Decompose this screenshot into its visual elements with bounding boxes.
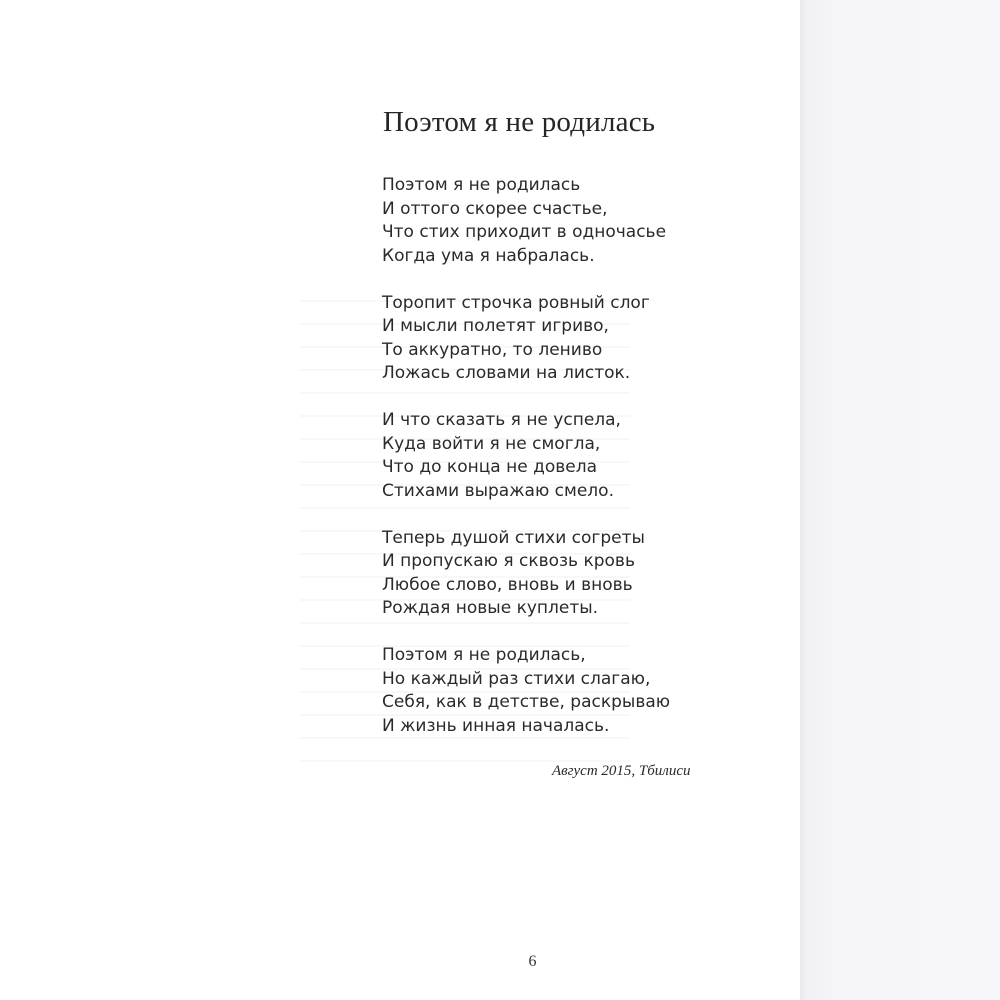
poem-line: Стихами выражаю смело.	[382, 480, 614, 501]
poem-line: Теперь душой стихи согреты	[382, 527, 645, 548]
date-place-signature: Август 2015, Тбилиси	[552, 763, 691, 779]
poem-line: И пропускаю я сквозь кровь	[382, 551, 635, 571]
stanza	[382, 409, 712, 503]
poem-line: Куда войти я не смогла,	[382, 433, 601, 454]
stanza	[382, 644, 712, 738]
poem-title: Поэтом я не родилась	[383, 106, 656, 138]
poem-line: Поэтом я не родилась,	[382, 645, 586, 665]
stanza	[382, 292, 712, 386]
poem-line: Что стих приходит в одночасье	[382, 222, 667, 242]
poem-line: И что сказать я не успела,	[382, 410, 621, 430]
page-gutter	[800, 0, 1000, 1000]
poem-line: Торопит строчка ровный слог	[382, 292, 650, 313]
stanza	[382, 174, 712, 268]
poem-line: Но каждый раз стихи слагаю,	[382, 668, 651, 689]
poem-line: И мысли полетят игриво,	[382, 316, 609, 336]
poem-line: То аккуратно, то лениво	[382, 339, 603, 360]
poem-line: Себя, как в детстве, раскрываю	[382, 692, 671, 712]
poem-line: Рождая новые куплеты.	[382, 598, 599, 618]
poem-line: Любое слово, вновь и вновь	[382, 574, 633, 595]
stanza	[382, 527, 712, 621]
poem-line: И жизнь инная началась.	[382, 715, 610, 736]
page-number: 6	[528, 953, 537, 970]
poem-line: Что до конца не довела	[382, 457, 597, 477]
poem-line: Ложась словами на листок.	[382, 363, 631, 383]
poem-line: Когда ума я набралась.	[382, 245, 595, 266]
poem-line: Поэтом я не родилась	[382, 175, 581, 195]
poem-body	[382, 174, 712, 762]
poem-line: И оттого скорее счастье,	[382, 198, 608, 219]
